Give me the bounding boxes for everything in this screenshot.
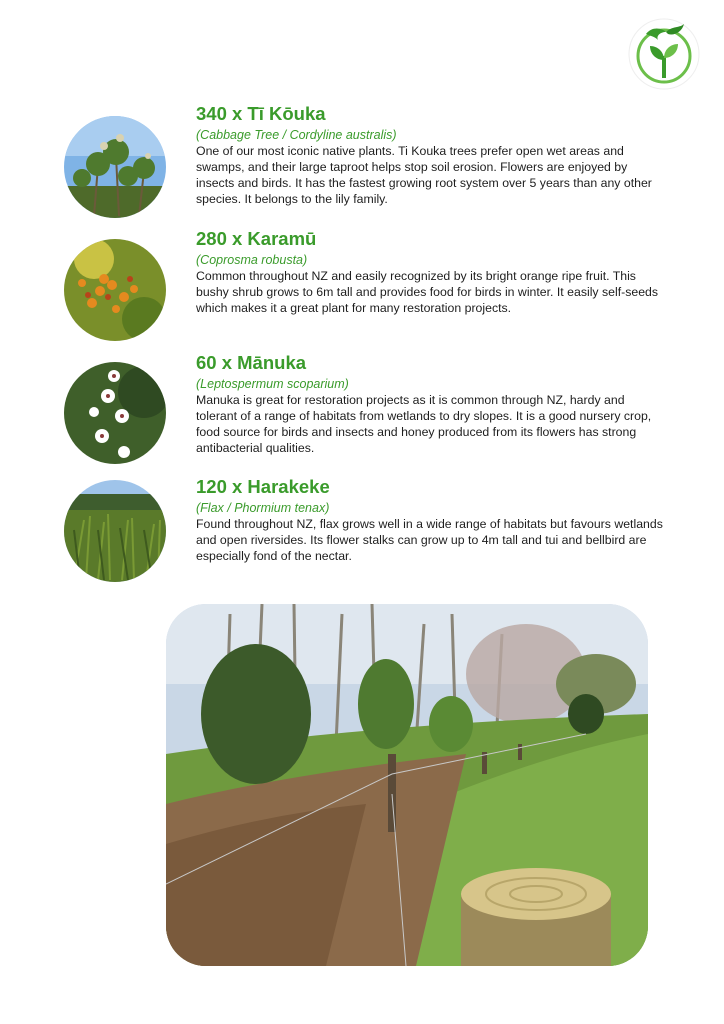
plant-title: 340 x Tī Kōuka [196,103,326,124]
plant-title: 280 x Karamū [196,228,317,249]
plant-latin-name: (Flax / Phormium tenax) [196,501,330,515]
manuka-flowers-photo [64,362,166,464]
plant-description: Common throughout NZ and easily recognized by its bright orange ripe fruit. This bushy shrub grows to 6m tall and provides food for birds in winter. It easily self-seeds which makes it a great plant for many restoration projects. [196,269,659,315]
plant-title: 120 x Harakeke [196,476,330,497]
plant-latin-name: (Leptospermum scoparium) [196,377,349,391]
plant-latin-name: (Coprosma robusta) [196,253,308,267]
plant-title: 60 x Mānuka [196,352,307,373]
plant-description: Manuka is great for restoration projects as it is common through NZ, hardy and tolerant of a range of habitats from wetlands to dry slopes. It is a good nursery crop, food source for birds and insects and honey produced from its flowers has strong antibacterial qualities. [196,393,652,455]
cabbage-tree-photo [64,116,166,218]
plant-description: One of our most iconic native plants. Ti Kouka trees prefer open wet areas and swamps, and their large taproot helps stop soil erosion. Flowers are enjoyed by insects and birds. It has the fastest growing root system over 5 years than any other species. It belongs to the lily family. [196,144,652,206]
plant-description: Found throughout NZ, flax grows well in a wide range of habitats but favours wetlands and open riversides. Its flower stalks can grow up to 4m tall and tui and bellbird are especially fond of the nectar. [196,517,663,563]
plant-latin-name: (Cabbage Tree / Cordyline australis) [196,128,397,142]
karamu-berries-photo [64,239,166,341]
sprout-leaf-logo-icon [628,18,700,90]
harakeke-flax-photo [64,480,166,582]
restoration-planting-site-photo [166,604,648,966]
